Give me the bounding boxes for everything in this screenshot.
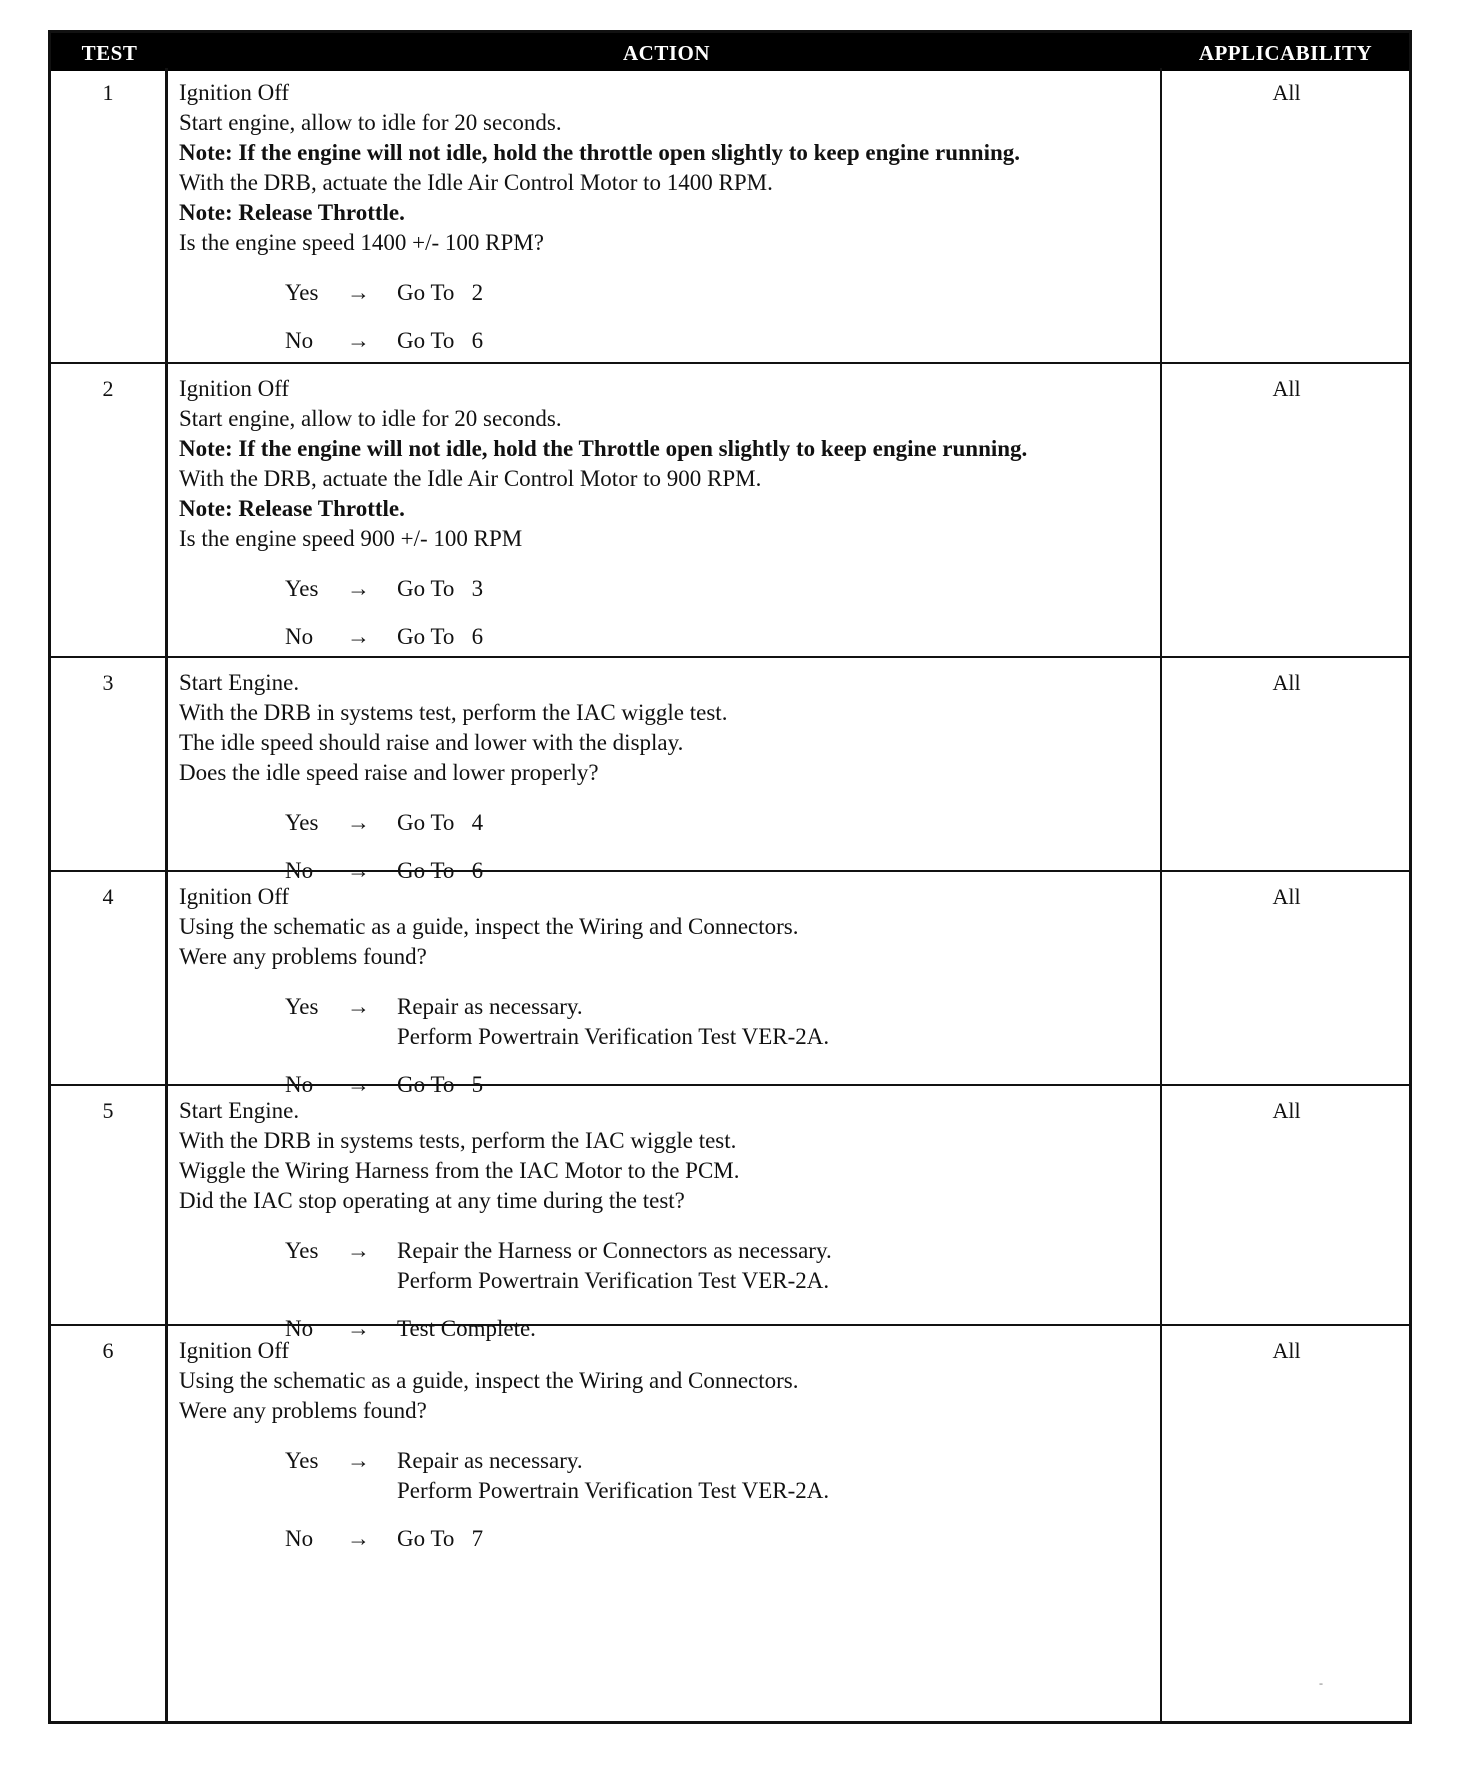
branch-result	[397, 574, 483, 604]
result-line: Go To 6	[397, 328, 484, 353]
action-line: Does the idle speed raise and lower properly?	[179, 760, 599, 785]
table-header	[51, 33, 1409, 71]
action-line: Were any problems found?	[179, 1398, 427, 1423]
result-line: Repair as necessary.	[397, 1448, 583, 1473]
action-line: With the DRB, actuate the Idle Air Control Motor to 900 RPM.	[179, 466, 762, 491]
branch-yes	[285, 992, 1152, 1052]
branch-label: Yes	[285, 280, 319, 305]
table-row	[51, 68, 1409, 362]
branch-result	[397, 808, 483, 838]
result-line: Go To 7	[397, 1526, 484, 1551]
action-line: Did the IAC stop operating at any time during the test?	[179, 1188, 685, 1213]
arrow-right-icon: →	[347, 624, 370, 649]
table-row	[51, 1324, 1409, 1721]
test-number: 4	[51, 872, 168, 1084]
branch-yes	[285, 1446, 1152, 1506]
branch-label: No	[285, 858, 314, 883]
action-cell	[171, 1086, 1162, 1341]
branch-result	[397, 1524, 483, 1554]
table-row	[51, 870, 1409, 1097]
result-line: Go To 2	[397, 280, 484, 305]
header-action: ACTION	[622, 41, 710, 65]
action-line: Using the schematic as a guide, inspect the Wiring and Connectors.	[179, 1368, 799, 1393]
action-line: Start engine, allow to idle for 20 seconds.	[179, 406, 562, 431]
applicability-cell: All	[1272, 80, 1301, 105]
action-line: Were any problems found?	[179, 944, 427, 969]
scan-mark: -	[1319, 1676, 1323, 1690]
result-line: Go To 4	[397, 810, 484, 835]
arrow-right-icon: →	[347, 280, 370, 305]
arrow-right-icon: →	[347, 858, 370, 883]
action-line: Is the engine speed 1400 +/- 100 RPM?	[179, 230, 544, 255]
header-applicability: APPLICABILITY	[1198, 41, 1373, 65]
branch-result	[397, 326, 483, 356]
action-line: Start Engine.	[179, 1098, 300, 1123]
branch-result	[397, 278, 483, 308]
table-row	[51, 656, 1409, 883]
branch-result	[397, 992, 829, 1052]
arrow-right-icon: →	[347, 328, 370, 353]
branch-label: No	[285, 1072, 314, 1097]
branch-label: No	[285, 328, 314, 353]
action-cell	[171, 364, 1162, 656]
arrow-right-icon: →	[347, 1448, 370, 1473]
action-line: Ignition Off	[179, 884, 290, 909]
action-line: The idle speed should raise and lower with the display.	[179, 730, 684, 755]
test-number: 6	[51, 1326, 168, 1721]
branch-label: No	[285, 1526, 314, 1551]
action-line: Ignition Off	[179, 80, 290, 105]
action-line: Start engine, allow to idle for 20 seconds.	[179, 110, 562, 135]
branch-result	[397, 1236, 832, 1296]
result-line: Repair the Harness or Connectors as necessary.	[397, 1238, 832, 1263]
arrow-right-icon: →	[347, 1316, 370, 1341]
arrow-right-icon: →	[347, 810, 370, 835]
branch-label: Yes	[285, 1448, 319, 1473]
applicability-cell: All	[1272, 1098, 1301, 1123]
applicability-cell: All	[1272, 670, 1301, 695]
branch-result	[397, 622, 483, 652]
action-line: Wiggle the Wiring Harness from the IAC Motor to the PCM.	[179, 1158, 740, 1183]
action-line: With the DRB in systems test, perform the IAC wiggle test.	[179, 700, 728, 725]
action-line: Using the schematic as a guide, inspect the Wiring and Connectors.	[179, 914, 799, 939]
branch-label: Yes	[285, 994, 319, 1019]
note-line: Note: If the engine will not idle, hold the throttle open slightly to keep engine running.	[179, 140, 1021, 165]
arrow-right-icon: →	[347, 576, 370, 601]
result-line: Go To 6	[397, 858, 484, 883]
applicability-cell: All	[1272, 1338, 1301, 1363]
result-line: Go To 5	[397, 1072, 484, 1097]
branch-yes	[285, 1236, 1152, 1296]
branch-label: No	[285, 624, 314, 649]
result-line: Perform Powertrain Verification Test VER-2A.	[397, 1024, 830, 1049]
result-line: Perform Powertrain Verification Test VER-2A.	[397, 1268, 830, 1293]
test-number: 3	[51, 658, 168, 870]
arrow-right-icon: →	[347, 1072, 370, 1097]
branch-label: No	[285, 1316, 314, 1341]
arrow-right-icon: →	[347, 994, 370, 1019]
branch-no	[285, 1524, 1152, 1554]
branch-label: Yes	[285, 810, 319, 835]
note-line: Note: Release Throttle.	[179, 496, 405, 521]
branch-no	[285, 326, 1152, 356]
applicability-cell: All	[1272, 376, 1301, 401]
result-line: Go To 6	[397, 624, 484, 649]
applicability-cell: All	[1272, 884, 1301, 909]
diagnostic-table	[48, 30, 1412, 1724]
header-test: TEST	[81, 41, 138, 65]
branch-label: Yes	[285, 1238, 319, 1263]
action-cell	[171, 658, 1162, 883]
branch-yes	[285, 278, 1152, 308]
branch-result	[397, 1446, 829, 1506]
result-line: Go To 3	[397, 576, 484, 601]
action-line: With the DRB, actuate the Idle Air Control Motor to 1400 RPM.	[179, 170, 773, 195]
test-number: 1	[51, 68, 168, 362]
action-line: Ignition Off	[179, 1338, 290, 1363]
test-number: 5	[51, 1086, 168, 1324]
action-cell	[171, 68, 1162, 362]
branch-label: Yes	[285, 576, 319, 601]
result-line: Repair as necessary.	[397, 994, 583, 1019]
test-number: 2	[51, 364, 168, 656]
action-line: Ignition Off	[179, 376, 290, 401]
result-line: Test Complete.	[397, 1316, 536, 1341]
action-cell	[171, 1326, 1162, 1721]
branch-yes	[285, 574, 1152, 604]
branch-yes	[285, 808, 1152, 838]
action-line: With the DRB in systems tests, perform the IAC wiggle test.	[179, 1128, 737, 1153]
action-cell	[171, 872, 1162, 1097]
arrow-right-icon: →	[347, 1238, 370, 1263]
branch-no	[285, 622, 1152, 652]
note-line: Note: Release Throttle.	[179, 200, 405, 225]
result-line: Perform Powertrain Verification Test VER-2A.	[397, 1478, 830, 1503]
action-line: Start Engine.	[179, 670, 300, 695]
table-row	[51, 362, 1409, 656]
note-line: Note: If the engine will not idle, hold the Throttle open slightly to keep engine running.	[179, 436, 1028, 461]
arrow-right-icon: →	[347, 1526, 370, 1551]
table-row	[51, 1084, 1409, 1341]
action-line: Is the engine speed 900 +/- 100 RPM	[179, 526, 523, 551]
